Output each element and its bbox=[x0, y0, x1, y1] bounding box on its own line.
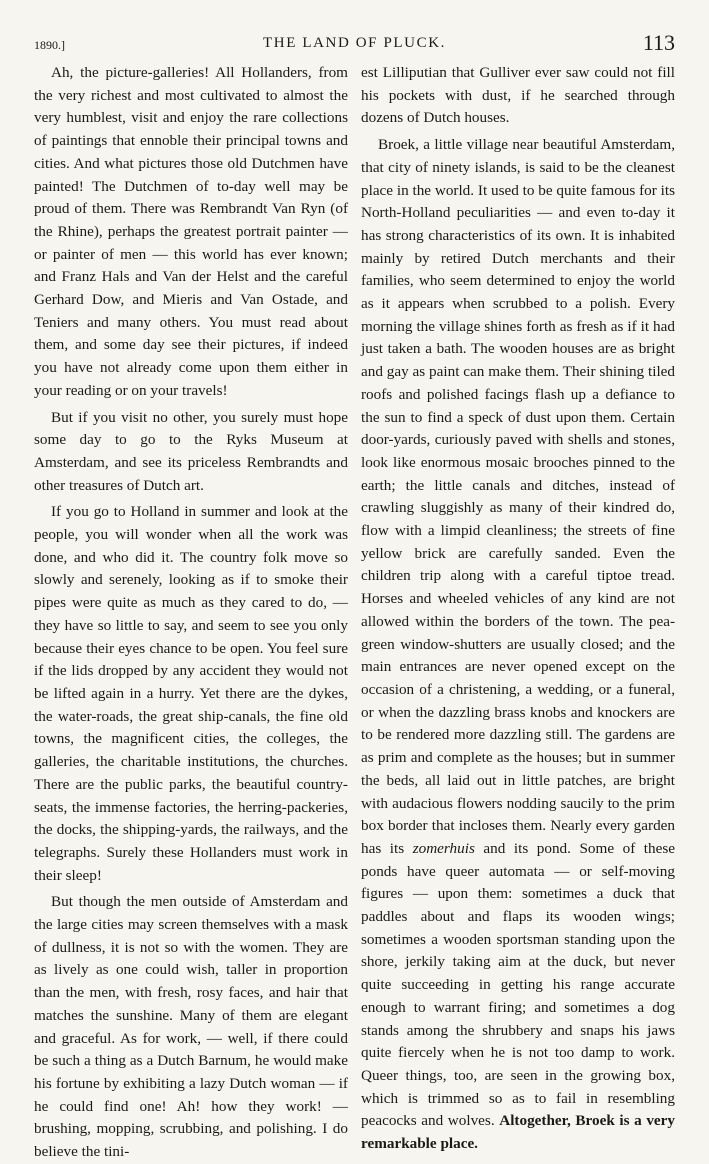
paragraph-picture-galleries: Ah, the picture-galleries! All Hollanders, from the very richest and most cultivated to almost the very humblest, visit and enjoy the rare collections of paintings that ennoble their principal towns and cities. And what pictures those old Dutchmen have painted! The Dutchmen of to-day well may be proud of them. There was Rembrandt Van Ryn (of the Rhine), perhaps the greatest portrait painter — or painter of men — this world has ever known; and Franz Hals and Van der Helst and the careful Gerhard Dow, and Mieris and Van Ostade, and Teniers and many others. You must read about them, and some day see their pictures, if indeed you have not already come upon them either in your reading or on your travels! bbox=[34, 64, 348, 399]
paragraph-ryks-museum: But if you visit no other, you surely must hope some day to go to the Ryks Museum at Amsterdam, and see its priceless Rembrandts and other treasures of Dutch art. bbox=[34, 408, 348, 494]
italic-word-zomerhuis: zomerhuis bbox=[412, 839, 475, 857]
right-column bbox=[361, 62, 675, 1164]
broek-text-part1: Broek, a little village near beautiful Amsterdam, that city of ninety islands, is said to be the cleanest place in the world. It used to be quite famous for its North-Holland peculiarities — and even to-day it has strong characteristics of its own. It is inhabited mainly by retired Dutch merchants and their families, who seem determined to enjoy the world as it appears when scrubbed to a polish. Every morning the village shines forth as fresh as if it had just taken a bath. The wooden houses are as bright and gay as paint can make them. Their shining tiled roofs and polished facings flash up a defiance to the sun to find a speck of dust upon them. Certain door-yards, curiously paved with shells and stones, look like enormous mosaic brooches pinned to the earth; the little canals and ditches, instead of crawling sluggishly as many of their kindred do, flow with a limpid cleanliness; the streets of fine yellow brick are carefully sanded. Even the children trip along with a careful tiptoe tread. Horses and wheeled vehicles of any kind are not allowed within the borders of the town. The pea-green window-shutters are usually closed; and the main entrances are never opened except on the occasion of a christening, a wedding, or a funeral, or when the dazzling brass knobs and knockers are to be rendered more dazzling still. The gardens are as prim and complete as the houses; but in summer the beds, all laid out in little patches, are bright with audacious flowers nodding saucily to the prim box border that incloses them. Nearly every garden has its bbox=[361, 136, 675, 857]
paragraph-broek bbox=[361, 134, 675, 1156]
running-header bbox=[34, 30, 675, 56]
page-number: 113 bbox=[642, 30, 675, 55]
broek-text-part2: and its pond. Some of these ponds have queer automata — or self-moving figures — upon them: sometimes a duck that paddles about and flaps its wooden wings; sometimes a wooden sportsman standing upon the shore, jerkily taking aim at the duck, but never quite succeeding in getting his range accurate enough to warrant firing; and sometimes a dog stands among the shrubbery and snaps his jaws quite fiercely when he is not too damp to work. Queer things, too, are seen in the growing box, which is trimmed so as to fail in resembling peacocks and wolves. bbox=[361, 839, 676, 1130]
paragraph-dutch-women: But though the men outside of Amsterdam and the large cities may screen themselves with a mask of dullness, it is not so with the women. They are as lively as one could wish, taller in proportion than the men, with fresh, rosy faces, and hair that matches the sunshine. Many of them are elegant and graceful. As for work, — well, if there could be such a thing as a Dutch Barnum, he would make his fortune by exhibiting a lazy Dutch woman — if he could find one! Ah! how they work! — brushing, mopping, scrubbing, and polishing. I do believe the tini- bbox=[34, 893, 348, 1161]
left-column bbox=[34, 62, 348, 1164]
header-date: 1890.] bbox=[34, 38, 65, 52]
header-title: THE LAND OF PLUCK. bbox=[263, 35, 446, 51]
paragraph-holland-summer: If you go to Holland in summer and look at the people, you will wonder when all the work was done, and who did it. The country folk move so slowly and serenely, looking as if to smoke their pipes were quite as much as they cared to do, — they have so little to say, and seem to see you only because their eyes chance to be open. You feel sure if the lids dropped by any accident they would not be lifted again in a hurry. Yet there are the dykes, the water-roads, the great ship-canals, the fine old towns, the magnificent cities, the colleges, the galleries, the charitable institutions, the churches. There are the public parks, the beautiful country-seats, the immense factories, the herring-packeries, the docks, the shipping-yards, the railways, and the telegraphs. Surely these Hollanders must work in their sleep! bbox=[34, 503, 348, 884]
broek-closing-sentence: Altogether, Broek is a very remarkable place. bbox=[361, 1112, 675, 1153]
paragraph-continuation: est Lilliputian that Gulliver ever saw could not fill his pockets with dust, if he searched through dozens of Dutch houses. bbox=[361, 64, 675, 127]
text-columns bbox=[34, 62, 675, 1164]
